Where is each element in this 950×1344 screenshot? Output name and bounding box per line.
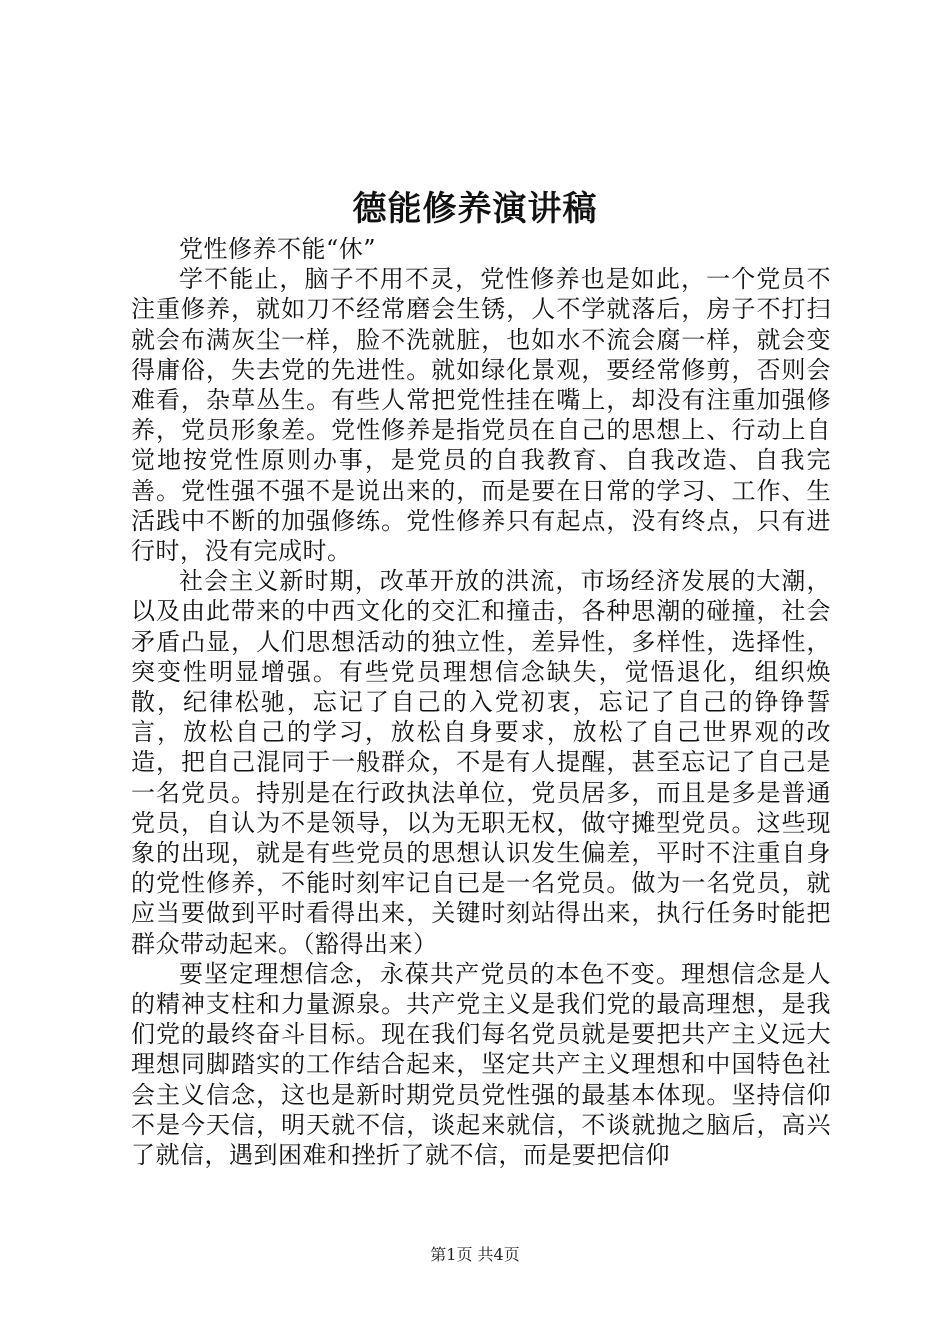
- body-paragraph-1: 学不能止，脑子不用不灵，党性修养也是如此，一个党员不注重修养，就如刀不经常磨会生锈，人不学就落后，房子不打扫就会布满灰尘一样，脸不洗就脏，也如水不流会腐一样，就会变得庸俗，失去党的先进性。就如绿化景观，要经常修剪，否则会难看，杂草丛生。有些人常把党性挂在嘴上，却没有注重加强修养，党员形象差。党性修养是指党员在自己的思想上、行动上自觉地按党性原则办事，是党员的自我教育、自我改造、自我完善。党性强不强不是说出来的，而是要在日常的学习、工作、生活践中不断的加强修练。党性修养只有起点，没有终点，只有进行时，没有完成时。: [131, 265, 831, 566]
- document-body: [131, 234, 831, 1170]
- page-footer: 第1页 共4页: [430, 1245, 520, 1264]
- body-paragraph-3: 要坚定理想信念，永葆共产党员的本色不变。理想信念是人的精神支柱和力量源泉。共产党主义是我们党的最高理想，是我们党的最终奋斗目标。现在我们每名党员就是要把共产主义远大理想同脚踏实的工作结合起来，坚定共产主义理想和中国特色社会主义信念，这也是新时期党员党性强的最基本体现。坚持信仰不是今天信，明天就不信，谈起来就信，不谈就抛之脑后，高兴了就信，遇到困难和挫折了就不信，而是要把信仰: [131, 959, 831, 1170]
- document-title: 德能修养演讲稿: [352, 189, 598, 229]
- body-paragraph-2: 社会主义新时期，改革开放的洪流，市场经济发展的大潮，以及由此带来的中西文化的交汇和撞击，各种思潮的碰撞，社会矛盾凸显，人们思想活动的独立性，差异性，多样性，选择性，突变性明显增强。有些党员理想信念缺失，觉悟退化，组织焕散，纪律松驰，忘记了自己的入党初衷，忘记了自己的铮铮誓言，放松自己的学习，放松自身要求，放松了自己世界观的改造，把自己混同于一般群众，不是有人提醒，甚至忘记了自己是一名党员。持别是在行政执法单位，党员居多，而且是多是普通党员，自认为不是领导，以为无职无权，做守摊型党员。这些现象的出现，就是有些党员的思想认识发生偏差，平时不注重自身的党性修养，不能时刻牢记自已是一名党员。做为一名党员，就应当要做到平时看得出来，关键时刻站得出来，执行任务时能把群众带动起来。（豁得出来）: [131, 567, 831, 958]
- document-subtitle: 党性修养不能“休”: [179, 235, 377, 263]
